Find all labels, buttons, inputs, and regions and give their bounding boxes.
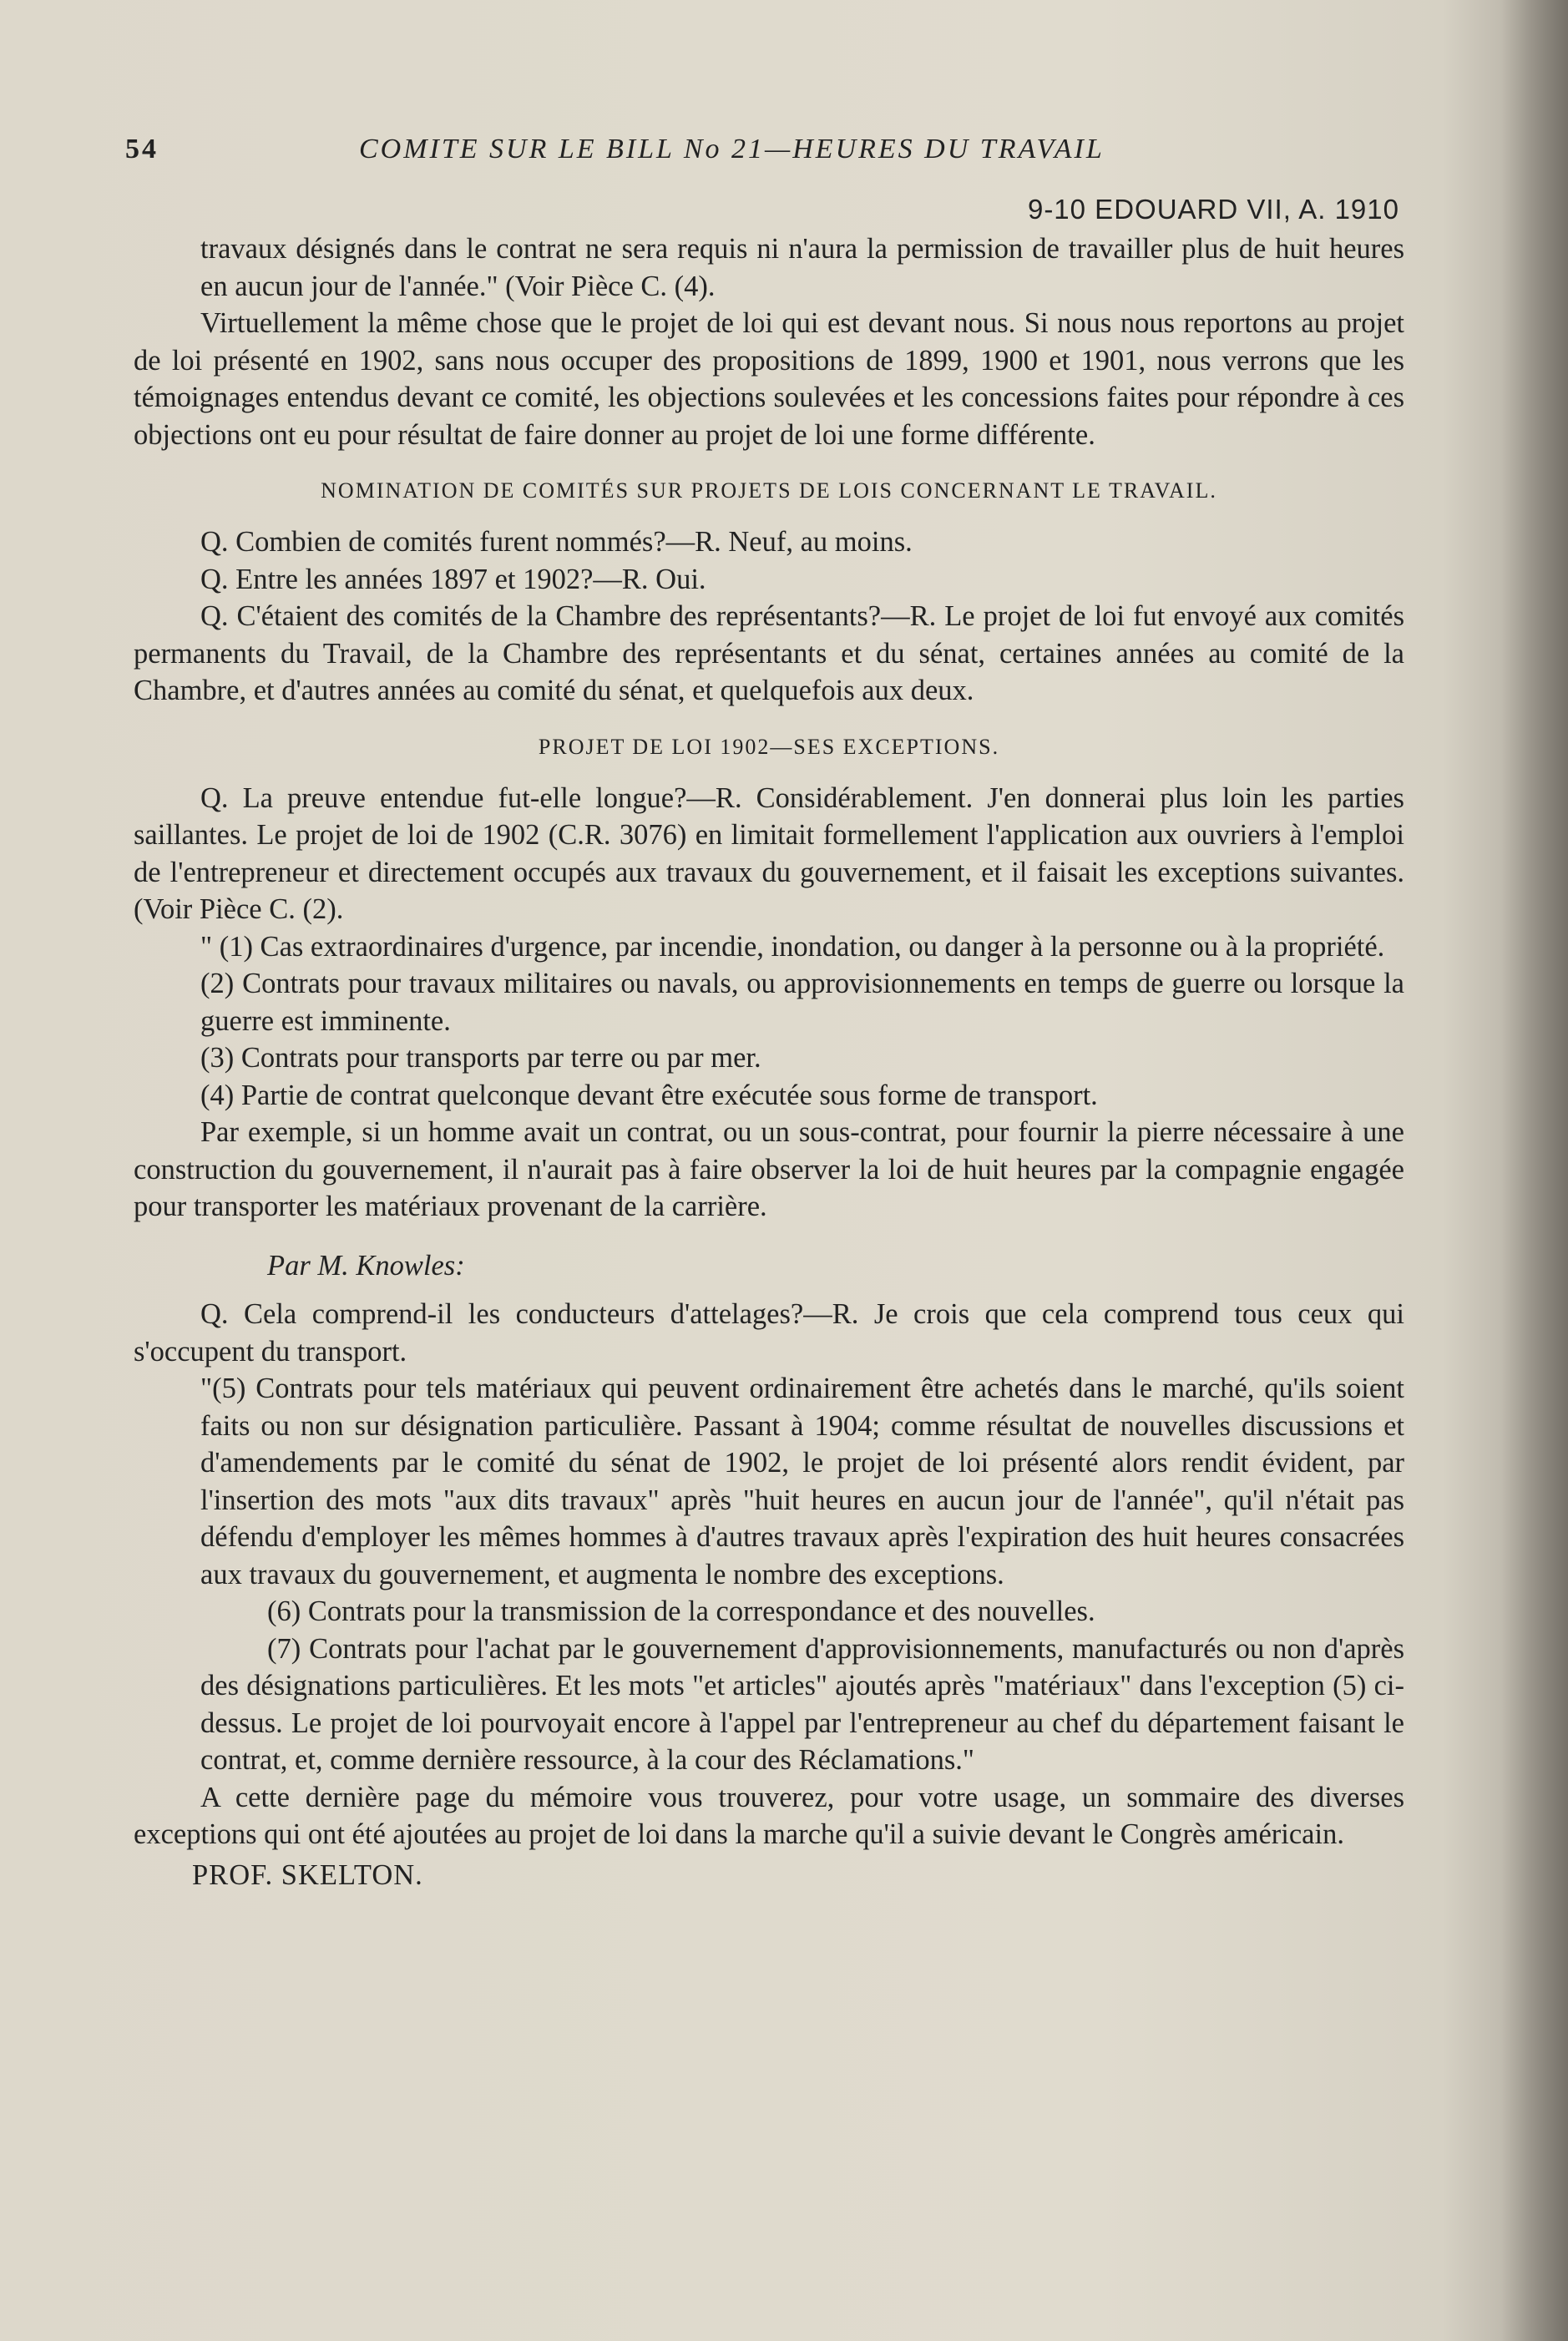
question: Q. La preuve entendue fut-elle longue?—R. Considérablement. J'en donnerai plus loin les parties saillantes. Le projet de loi de 1902 (C.R. 3076) en limitait formellement l'application aux ouvriers à l'emploi de l'entrepreneur et directement occupés aux travaux du gouvernement, et il faisait les exceptions suivantes. (Voir Pièce C. (2). [134, 781, 1404, 925]
page-content [125, 134, 1404, 1894]
section-heading: PROJET DE LOI 1902—SES EXCEPTIONS. [538, 734, 1000, 759]
exception-item: (2) Contrats pour travaux militaires ou navals, ou approvisionnements en temps de guerre ou lorsque la guerre est imminente. [200, 968, 1404, 1037]
page-edge-shadow [1501, 0, 1568, 2341]
edition-line: 9-10 EDOUARD VII, A. 1910 [1027, 194, 1399, 225]
exception-item: "(5) Contrats pour tels matériaux qui peuvent ordinairement être achetés dans le marché, qu'ils soient faits ou non sur désignation particulière. Passant à 1904; comme résultat de nouvelles discussions et d'amendements par le comité du sénat de 1902, le projet de loi présenté alors rendit évident, par l'insertion des mots "aux dits travaux" après "huit heures en aucun jour de l'année", qu'il n'était pas défendu d'employer les mêmes hommes à d'autres travaux après l'expiration des huit heures consacrées aux travaux du gouvernement, et augmenta le nombre des exceptions. [200, 1373, 1404, 1590]
question: Q. Entre les années 1897 et 1902?—R. Oui. [200, 563, 706, 595]
paragraph: Virtuellement la même chose que le projet de loi qui est devant nous. Si nous nous reportons au projet de loi présenté en 1902, sans nous occuper des propositions de 1899, 1900 et 1901, nous verrons que les témoignages entendus devant ce comité, les objections soulevées et les concessions faites pour répondre à ces objections ont eu pour résultat de faire donner au projet de loi une forme différente. [134, 307, 1404, 451]
paragraph: Par exemple, si un homme avait un contrat, ou un sous-contrat, pour fournir la pierre nécessaire à une construction du gouvernement, il n'aurait pas à faire observer la loi de huit heures par la compagnie engagée pour transporter les matériaux provenant de la carrière. [134, 1116, 1404, 1222]
exception-item: (7) Contrats pour l'achat par le gouvernement d'approvisionnements, manufacturés ou non d'après des désignations particulières. Et les mots "et articles" ajoutés après "matériaux" dans l'exception (5) ci-dessus. Le projet de loi pourvoyait encore à l'appel par l'entrepreneur au chef du département faisant le contrat, et, comme dernière ressource, à la cour des Réclamations." [200, 1632, 1404, 1776]
question: Q. C'étaient des comités de la Chambre des représentants?—R. Le projet de loi fut envoyé aux comités permanents du Travail, de la Chambre des représentants et du sénat, certaines années au comité de la Chambre, et d'autres années au comité du sénat, et quelquefois aux deux. [134, 600, 1404, 706]
exception-item: (3) Contrats pour transports par terre ou par mer. [200, 1042, 761, 1074]
signature: PROF. SKELTON. [192, 1858, 423, 1891]
exception-item: " (1) Cas extraordinaires d'urgence, par incendie, inondation, ou danger à la personne ou à la propriété. [200, 930, 1385, 963]
speaker-line: Par M. Knowles: [267, 1249, 465, 1282]
paragraph: travaux désignés dans le contrat ne sera requis ni n'aura la permission de travailler plus de huit heures en aucun jour de l'année." (Voir Pièce C. (4). [200, 233, 1404, 302]
section-heading: NOMINATION DE COMITÉS SUR PROJETS DE LOIS CONCERNANT LE TRAVAIL. [321, 478, 1217, 503]
exception-item: (4) Partie de contrat quelconque devant être exécutée sous forme de transport. [200, 1079, 1098, 1111]
paragraph: A cette dernière page du mémoire vous trouverez, pour votre usage, un sommaire des diverses exceptions qui ont été ajoutées au projet de loi dans la marche qu'il a suivie devant le Congrès américain. [134, 1781, 1404, 1850]
page-number: 54 [125, 134, 159, 164]
running-header [125, 134, 1404, 184]
question: Q. Cela comprend-il les conducteurs d'attelages?—R. Je crois que cela comprend tous ceux qui s'occupent du transport. [134, 1298, 1404, 1368]
exception-item: (6) Contrats pour la transmission de la correspondance et des nouvelles. [267, 1595, 1095, 1627]
running-title: COMITE SUR LE BILL No 21—HEURES DU TRAVAIL [359, 134, 1105, 164]
question: Q. Combien de comités furent nommés?—R. Neuf, au moins. [200, 526, 913, 558]
